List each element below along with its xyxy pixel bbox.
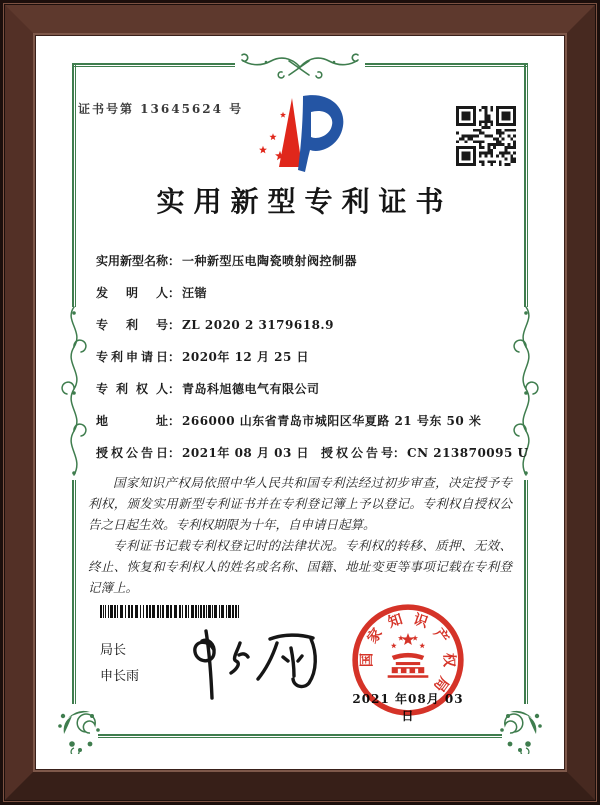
field-value: ZL 2020 2 3179618.9	[182, 318, 334, 332]
barcode	[100, 605, 242, 618]
svg-text:识: 识	[411, 611, 430, 632]
field-utility-model-name	[96, 252, 526, 270]
field-value: 2020年 12 月 25 日	[182, 350, 310, 364]
top-rule-right	[365, 63, 528, 67]
top-rule-left	[72, 63, 235, 67]
field-label: 专利申请日	[96, 350, 168, 364]
field-address	[96, 412, 526, 430]
colon: ：	[168, 414, 181, 428]
colon: ：	[168, 318, 181, 332]
field-label: 授权公告日	[96, 446, 168, 460]
field-inventor	[96, 284, 526, 302]
colon: ：	[168, 286, 181, 300]
colon: ：	[168, 382, 181, 396]
cnipa-logo-icon	[250, 95, 350, 179]
field-value: 一种新型压电陶瓷喷射阀控制器	[182, 254, 358, 268]
field-label: 专利权人	[96, 382, 168, 396]
svg-text:权: 权	[440, 652, 457, 668]
bottom-right-floral-ornament	[498, 704, 544, 754]
tiananmen-emblem	[388, 653, 429, 678]
colon: ：	[168, 254, 181, 268]
qr-code	[456, 106, 516, 166]
legal-text	[88, 472, 512, 598]
colon: ：	[393, 446, 406, 460]
field-patent-number	[96, 316, 526, 334]
svg-text:知: 知	[386, 611, 405, 632]
svg-text:国: 国	[359, 652, 376, 668]
right-rule-lower	[524, 480, 528, 704]
svg-text:产: 产	[430, 625, 452, 647]
field-value: 2021年 08 月 03 日	[182, 446, 310, 460]
colon: ：	[168, 446, 181, 460]
field-label: 实用新型名称	[96, 254, 169, 268]
field-label: 地址	[96, 414, 168, 428]
field-value: 266000 山东省青岛市城阳区华夏路 21 号东 50 米	[182, 414, 482, 428]
director-title: 局长	[100, 643, 127, 658]
svg-text:局: 局	[430, 673, 452, 695]
field-value: 青岛科旭德电气有限公司	[182, 382, 320, 396]
field-value: CN 213870095 U	[407, 446, 529, 460]
bottom-rule	[98, 734, 502, 738]
field-grant-number	[321, 446, 529, 460]
field-list	[96, 252, 529, 476]
field-label: 专利号	[96, 318, 168, 332]
field-label: 发明人	[96, 286, 168, 300]
certificate-number: 证书号第 13645624 号	[78, 102, 244, 116]
director-signature	[180, 626, 338, 704]
field-label: 授权公告号	[321, 446, 394, 460]
left-scroll-ornament	[61, 305, 87, 482]
field-value: 汪锴	[182, 286, 208, 300]
field-grant-date-and-number	[96, 444, 529, 462]
bottom-left-floral-ornament	[56, 704, 102, 754]
official-seal	[347, 599, 469, 721]
legal-paragraph-2: 专利证书记载专利权登记时的法律状况。专利权的转移、质押、无效、终止、恢复和专利权人的姓名或名称、国籍、地址变更等事项记载在专利登记簿上。	[88, 538, 512, 595]
legal-paragraph-1: 国家知识产权局依照中华人民共和国专利法经过初步审查，决定授予专利权，颁发实用新型专利证书并在专利登记簿上予以登记。专利权自授权公告之日起生效。专利权期限为十年，自申请日起算。	[88, 475, 512, 532]
certificate-title: 实用新型专利证书	[156, 185, 453, 218]
field-filing-date	[96, 348, 526, 366]
director-name: 申长雨	[100, 669, 140, 684]
left-rule-lower	[72, 480, 76, 704]
colon: ：	[168, 350, 181, 364]
svg-text:家: 家	[364, 625, 386, 647]
top-scroll-ornament	[233, 52, 367, 82]
field-patentee	[96, 380, 526, 398]
seal-date: 2021 年08月 03日	[352, 692, 464, 723]
director-block	[100, 638, 139, 690]
